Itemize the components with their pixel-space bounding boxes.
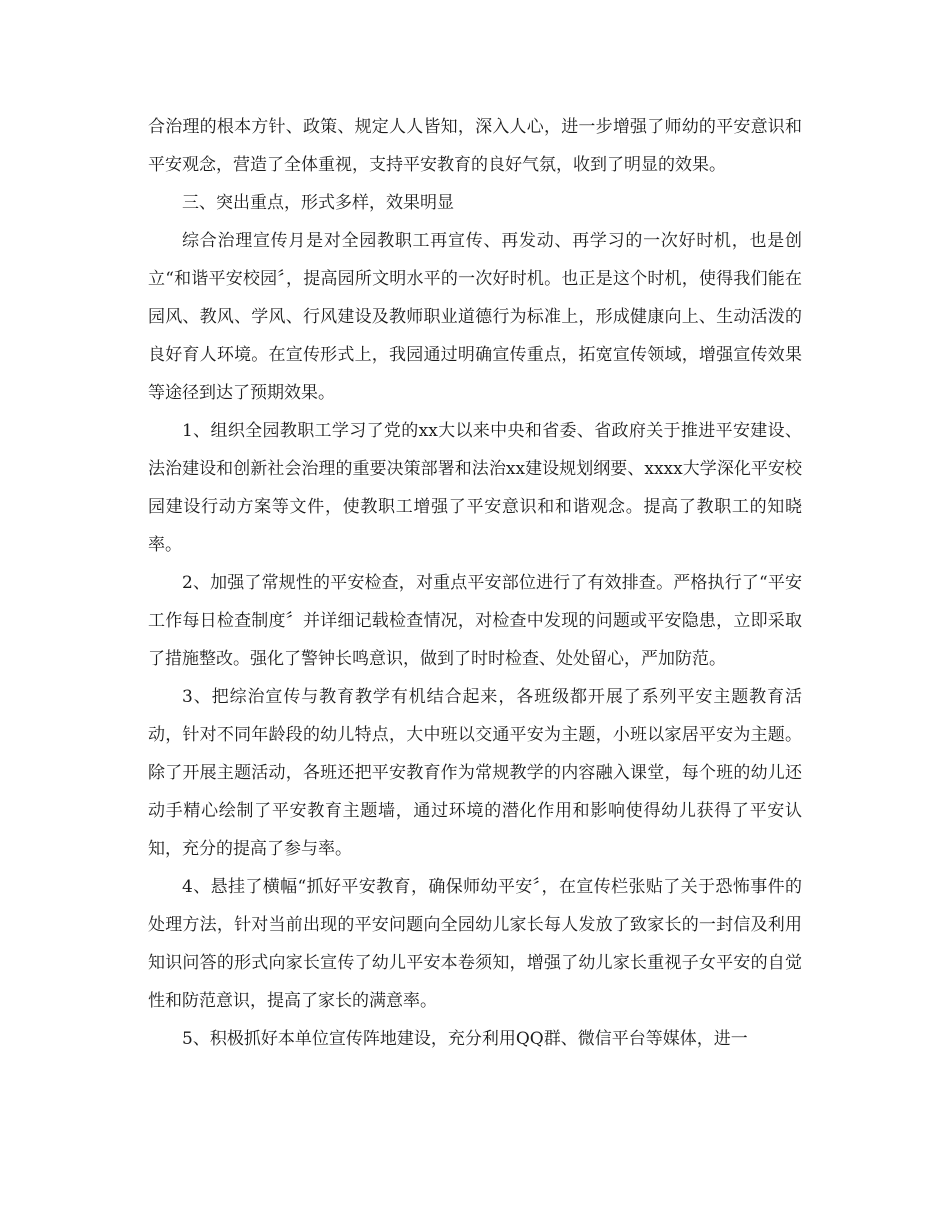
list-item-2: 2、加强了常规性的平安检查，对重点平安部位进行了有效排查。严格执行了“平安工作每日检查制度〞并详细记载检查情况，对检查中发现的问题或平安隐患，立即采取了措施整改。强化了警钟长鸣意识，做到了时时检查、处处留心，严加防范。: [148, 573, 802, 669]
list-item-3: 3、把综治宣传与教育教学有机结合起来，各班级都开展了系列平安主题教育活动，针对不同年龄段的幼儿特点，大中班以交通平安为主题，小班以家居平安为主题。除了开展主题活动，各班还把平安教育作为常规教学的内容融入课堂，每个班的幼儿还动手精心绘制了平安教育主题墙，通过环境的潜化作用和影响使得幼儿获得了平安认知，充分的提高了参与率。: [148, 687, 802, 859]
paragraph-2: 综合治理宣传月是对全园教职工再宣传、再发动、再学习的一次好时机，也是创立“和谐平安校园〞，提高园所文明水平的一次好时机。也正是这个时机，使得我们能在园风、教风、学风、行风建设及教师职业道德行为标准上，形成健康向上、生动活泼的良好育人环境。在宣传形式上，我园通过明确宣传重点，拓宽宣传领域，增强宣传效果等途径到达了预期效果。: [148, 231, 802, 403]
section-heading-3: 三、突出重点，形式多样，效果明显: [182, 193, 454, 213]
document-body: [148, 108, 802, 1058]
list-item-4: 4、悬挂了横幅“抓好平安教育，确保师幼平安〞，在宣传栏张贴了关于恐怖事件的处理方法，针对当前出现的平安问题向全园幼儿家长每人发放了致家长的一封信及利用知识问答的形式向家长宣传了幼儿平安本卷须知，增强了幼儿家长重视子女平安的自觉性和防范意识，提高了家长的满意率。: [148, 877, 802, 1011]
list-item-5: 5、积极抓好本单位宣传阵地建设，充分利用QQ群、微信平台等媒体，进一: [182, 1029, 748, 1049]
list-item-1: 1、组织全园教职工学习了党的xx大以来中央和省委、省政府关于推进平安建设、法治建设和创新社会治理的重要决策部署和法治xx建设规划纲要、xxxx大学深化平安校园建设行动方案等文件，使教职工增强了平安意识和和谐观念。提高了教职工的知晓率。: [148, 421, 802, 555]
paragraph-1: 合治理的根本方针、政策、规定人人皆知，深入人心，进一步增强了师幼的平安意识和平安观念，营造了全体重视，支持平安教育的良好气氛，收到了明显的效果。: [148, 117, 802, 175]
